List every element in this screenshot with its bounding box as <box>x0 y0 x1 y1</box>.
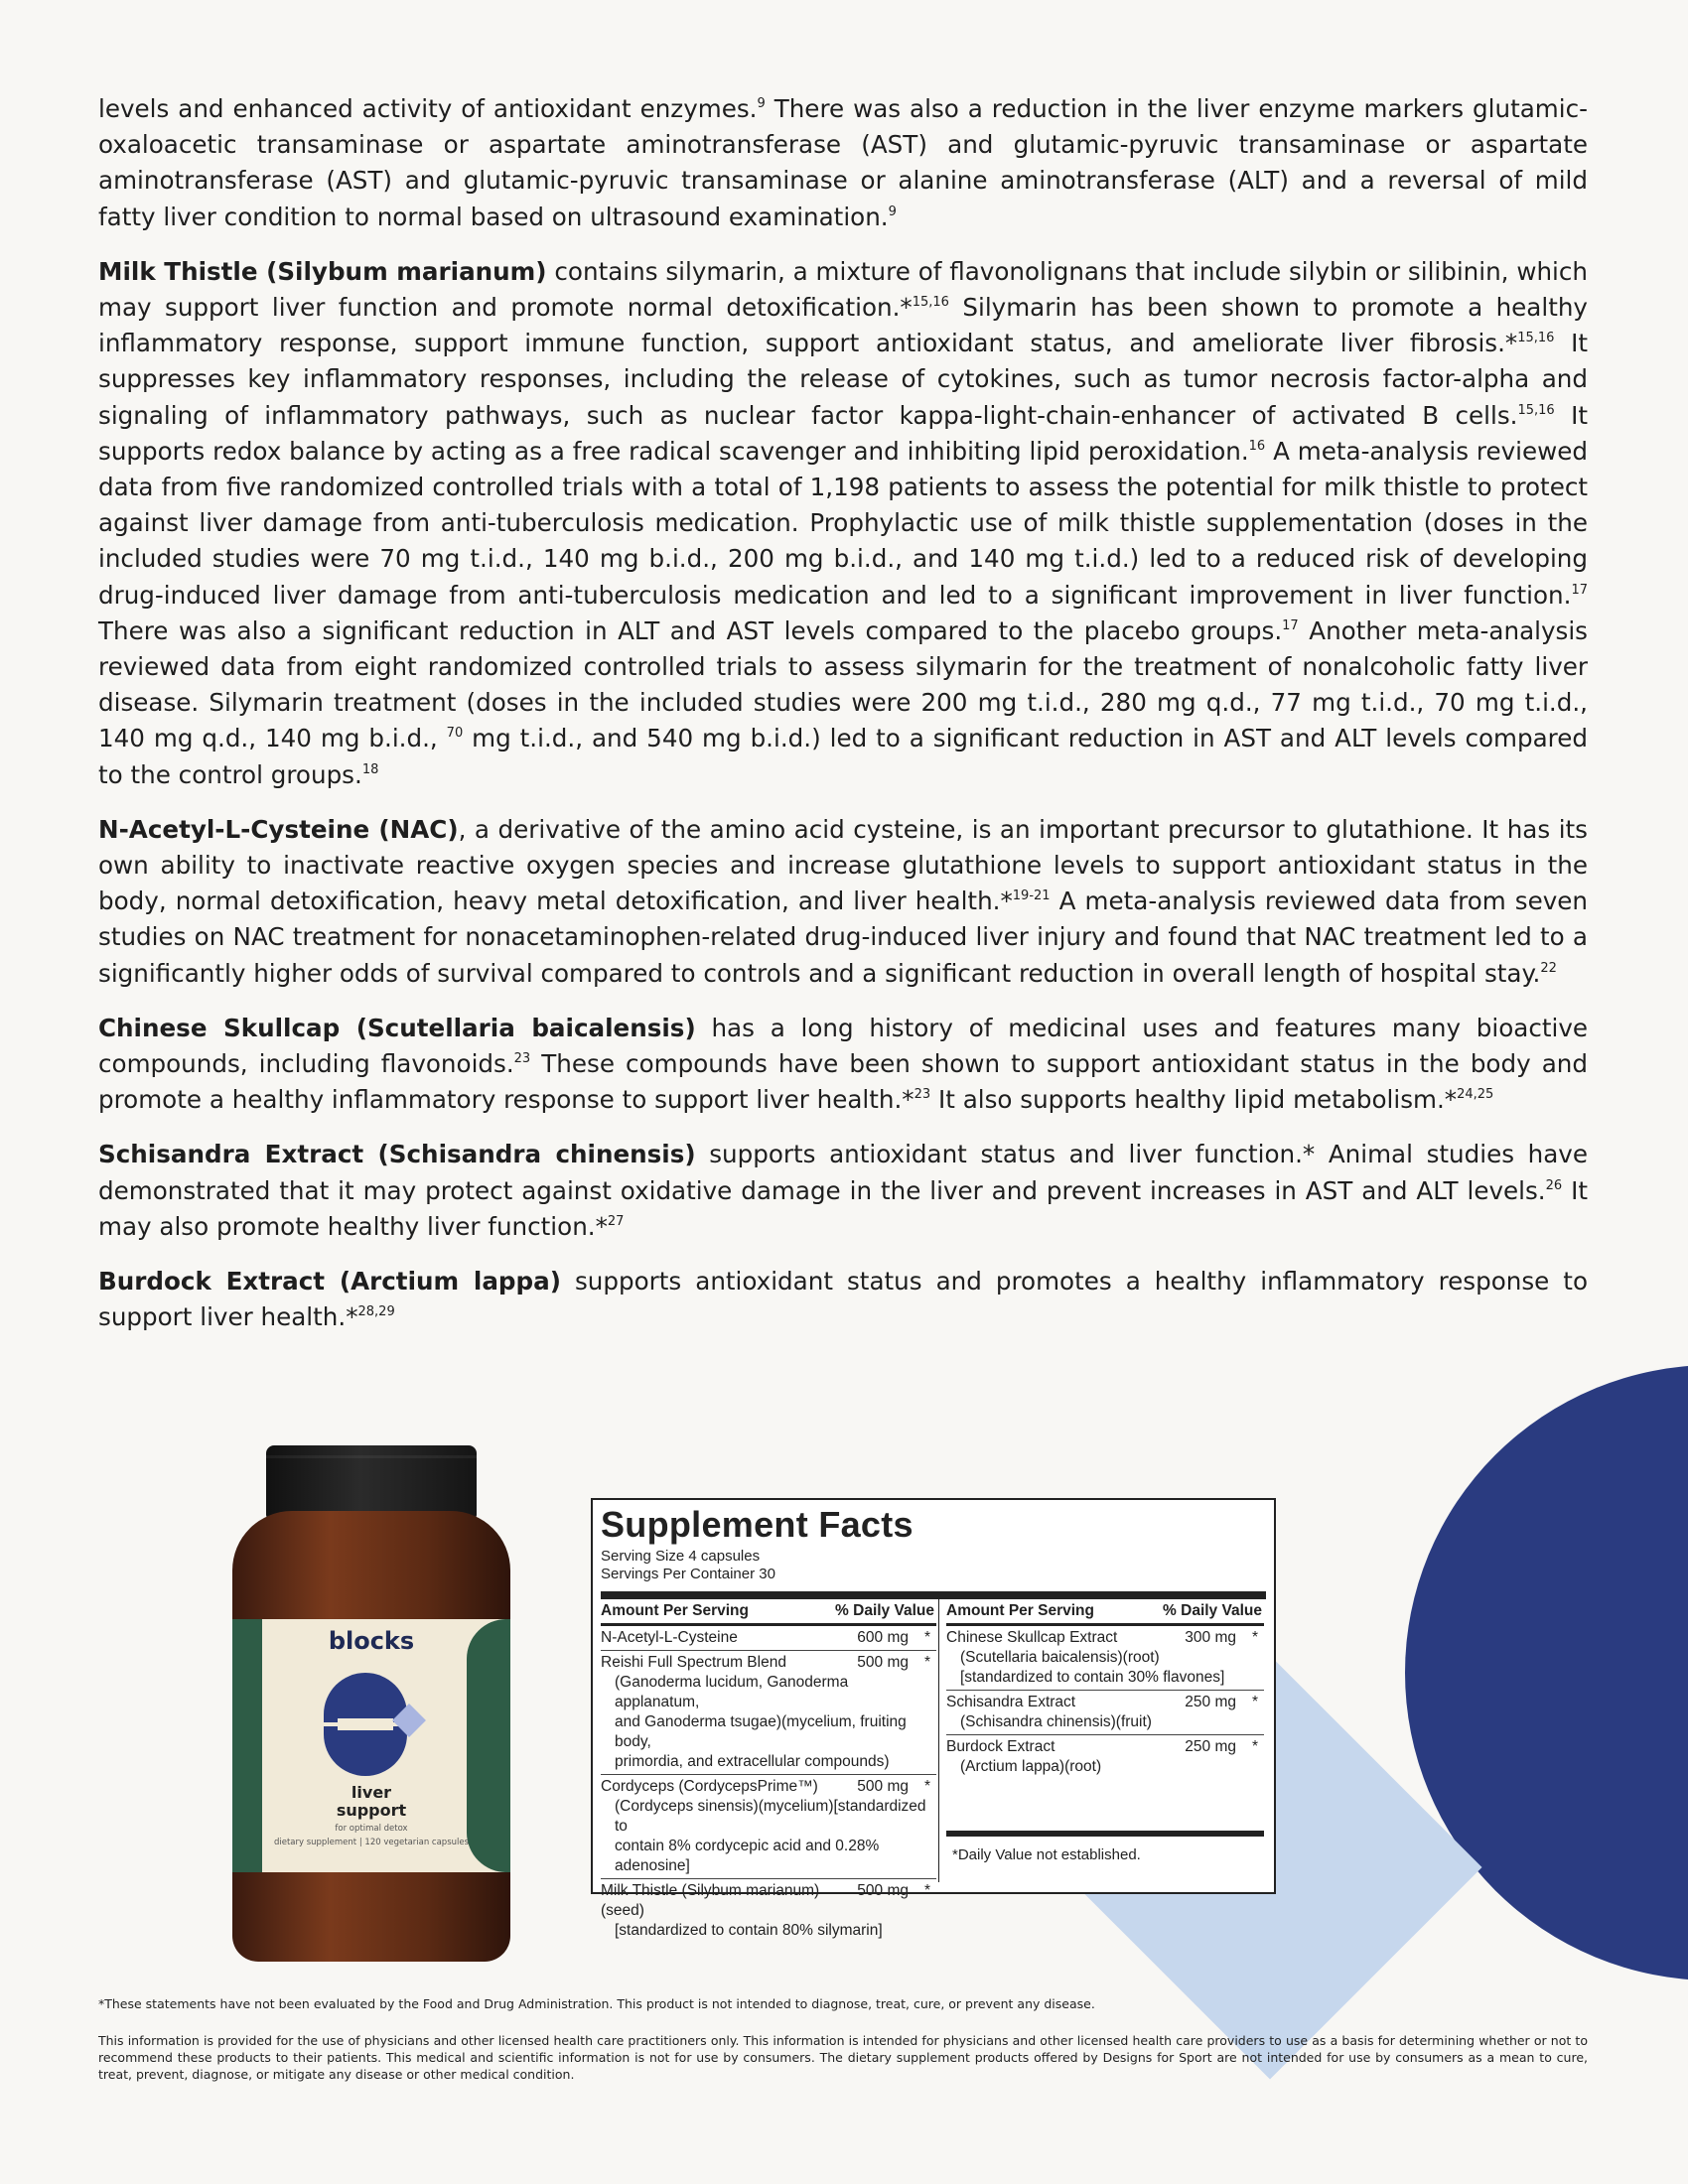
citation: 22 <box>1540 960 1557 976</box>
body-text <box>98 91 1588 1355</box>
facts-row-nac: N-Acetyl-L-Cysteine 600 mg * <box>601 1626 936 1651</box>
facts-daily-value-note: *Daily Value not established. <box>952 1846 1141 1863</box>
paragraph-burdock: Burdock Extract (Arctium lappa) supports antioxidant status and promotes a healthy inflammatory response to support liver health.*$^{28,29}$ <box>98 1267 1588 1332</box>
practitioner-disclaimer: This information is provided for the use of physicians and other licensed health care practitioners only. This information is intended for physicians and other licensed health care providers to use as a basis for determining whether or not to recommend these products to their patients. This medical and scientific information is not for use by consumers. The dietary supplement products offered by Designs for Sport are not intended for use by consumers as a mean to cure, treat, prevent, diagnose, or mitigate any disease or other medical condition. <box>98 2033 1588 2082</box>
label-band-right <box>467 1619 510 1872</box>
bottle-cap <box>266 1445 477 1519</box>
heading-schisandra: Schisandra Extract (Schisandra chinensis) <box>98 1140 696 1169</box>
facts-row-chinese-skullcap: Chinese Skullcap Extract 300 mg * (Scutellaria baicalensis)(root) [standardized to contain 30% flavones] <box>946 1626 1264 1691</box>
citation: 23 <box>914 1087 931 1103</box>
facts-bottom-rule <box>946 1831 1264 1837</box>
paragraph-schisandra: Schisandra Extract (Schisandra chinensis) supports antioxidant status and liver function.* Animal studies have demonstrated that it may protect against oxidative damage in the liver and prevent increases in AST and ALT levels.$^{26}$ It may also promote healthy liver function.*$^{27}$ <box>98 1140 1589 1241</box>
heading-burdock: Burdock Extract (Arctium lappa) <box>98 1267 561 1297</box>
facts-thick-rule <box>601 1591 1266 1599</box>
product-name: liver support <box>336 1783 407 1820</box>
citation: 26 <box>1545 1177 1563 1193</box>
paragraph-milk-thistle: Milk Thistle (Silybum marianum) contains silymarin, a mixture of flavonolignans that include silybin or silibinin, which may support liver function and promote normal detoxification.*$^{15,16}$ Silymarin has been shown to promote a healthy inflammatory response, support immune function, support antioxidant status, and ameliorate liver fibrosis.*$^{15,16}$ It suppresses key inflammatory responses, including the release of cytokines, such as tumor necrosis factor-alpha and signaling of inflammatory pathways, such as nuclear factor kappa-light-chain-enhancer of activated B cells.$^{15,16}$ It supports redox balance by acting as a free radical scavenger and inhibiting lipid peroxidation.$^{16}$ A meta-analysis reviewed data from five randomized controlled trials with a total of 1,198 patients to assess the potential for milk thistle to protect against liver damage from anti-tuberculosis medication. Prophylactic use of milk thistle supplementation (doses in the included studies were 70 mg t.i.d., 140 mg b.i.d., 200 mg b.i.d., and 140 mg t.i.d.) led to a reduced risk of developing drug-induced liver damage from anti-tuberculosis medication and led to a significant improvement in liver function.$^{17}$ There was also a significant reduction in ALT and AST levels compared to the placebo groups.$^{17}$ Another meta-analysis reviewed data from eight randomized controlled trials to assess silymarin for the treatment of nonalcoholic fatty liver disease. Silymarin treatment (doses in the included studies were 200 mg t.i.d., 280 mg q.d., 77 mg t.i.d., 70 mg t.i.d., 140 mg q.d., 140 mg b.i.d., $^{70}$ mg t.i.d., and 540 mg b.i.d.) led to a significant reduction in AST and ALT levels compared to the control groups.$^{18}$ <box>98 256 1588 789</box>
citation: 70 <box>446 726 464 742</box>
facts-row-milk-thistle: Milk Thistle (Silybum marianum)(seed) 500 mg * [standardized to contain 80% silymarin] <box>601 1882 930 1939</box>
facts-row-schisandra: Schisandra Extract 250 mg * (Schisandra chinensis)(fruit) <box>946 1691 1264 1735</box>
brand-logo-icon <box>324 1673 407 1776</box>
citation: 16 <box>1248 438 1266 454</box>
citation: 18 <box>361 761 379 777</box>
facts-header: Amount Per Serving % Daily Value <box>946 1599 1264 1626</box>
facts-header: Amount Per Serving % Daily Value <box>601 1599 936 1626</box>
facts-row-cordyceps: Cordyceps (CordycepsPrime™) 500 mg * (Cordyceps sinensis)(mycelium)[standardized to contain 8% cordycepic acid and 0.28% adenosine] <box>601 1775 936 1879</box>
facts-serving-info: Serving Size 4 capsules Servings Per Container 30 <box>601 1548 775 1582</box>
citation: 15,16 <box>1517 331 1555 346</box>
citation: 17 <box>1571 582 1588 598</box>
brand-name: blocks <box>328 1627 415 1655</box>
citation: 23 <box>513 1051 531 1067</box>
facts-row-reishi: Reishi Full Spectrum Blend 500 mg * (Ganoderma lucidum, Ganoderma applanatum, and Ganoderma tsugae)(mycelium, fruiting body, primordia, and extracellular compounds) <box>601 1651 936 1775</box>
citation: 15,16 <box>1517 402 1555 418</box>
citation: 9 <box>757 96 766 111</box>
facts-title: Supplement Facts <box>601 1504 914 1545</box>
facts-column-left <box>601 1599 936 1943</box>
citation: 28,29 <box>357 1304 395 1320</box>
citation: 24,25 <box>1457 1087 1494 1103</box>
citation: 17 <box>1282 617 1299 633</box>
facts-column-divider <box>938 1599 939 1882</box>
heading-nac: N-Acetyl-L-Cysteine (NAC) <box>98 814 459 844</box>
label-band-left <box>232 1619 262 1872</box>
paragraph-nac: N-Acetyl-L-Cysteine (NAC), a derivative of the amino acid cysteine, is an important precursor to glutathione. It has its own ability to inactivate reactive oxygen species and increase glutathione levels to support antioxidant status in the body, normal detoxification, heavy metal detoxification, and liver health.*$^{19-21}$ A meta-analysis reviewed data from seven studies on NAC treatment for nonacetaminophen-related drug-induced liver injury and found that NAC treatment led to a significantly higher odds of survival compared to controls and a significant reduction in overall length of hospital stay.$^{22}$ <box>98 814 1588 988</box>
citation: 9 <box>888 204 897 219</box>
bottle-label <box>232 1619 510 1872</box>
product-tagline: for optimal detox <box>335 1824 408 1834</box>
supplement-facts-panel <box>591 1498 1276 1939</box>
paragraph-chinese-skullcap: Chinese Skullcap (Scutellaria baicalensis) has a long history of medicinal uses and features many bioactive compounds, including flavonoids.$^{23}$ These compounds have been shown to support antioxidant status in the body and promote a healthy inflammatory response to support liver health.*$^{23}$ It also supports healthy lipid metabolism.*$^{24,25}$ <box>98 1013 1589 1115</box>
fda-disclaimer: *These statements have not been evaluated by the Food and Drug Administration. This product is not intended to diagnose, treat, cure, or prevent any disease. <box>98 1996 1095 2011</box>
citation: 15,16 <box>912 295 949 311</box>
citation: 27 <box>607 1213 625 1229</box>
heading-milk-thistle: Milk Thistle (Silybum marianum) <box>98 256 547 286</box>
facts-column-right <box>946 1599 1264 1779</box>
paragraph-antioxidant-enzymes: levels and enhanced activity of antioxidant enzymes.$^9$ There was also a reduction in the liver enzyme markers glutamic-oxaloacetic transaminase or aspartate aminotransferase (AST) and glutamic-pyruvic transaminase or aspartate aminotransferase (AST) and glutamic-pyruvic transaminase or alanine aminotransferase (ALT) and a reversal of mild fatty liver condition to normal based on ultrasound examination.$^9$ <box>98 94 1588 231</box>
product-type: dietary supplement | 120 vegetarian capsules <box>273 1838 470 1847</box>
facts-row-burdock: Burdock Extract 250 mg * (Arctium lappa)(root) <box>946 1738 1258 1775</box>
heading-chinese-skullcap: Chinese Skullcap (Scutellaria baicalensis) <box>98 1013 696 1042</box>
product-bottle-image <box>232 1445 510 1962</box>
citation: 19-21 <box>1012 888 1051 904</box>
